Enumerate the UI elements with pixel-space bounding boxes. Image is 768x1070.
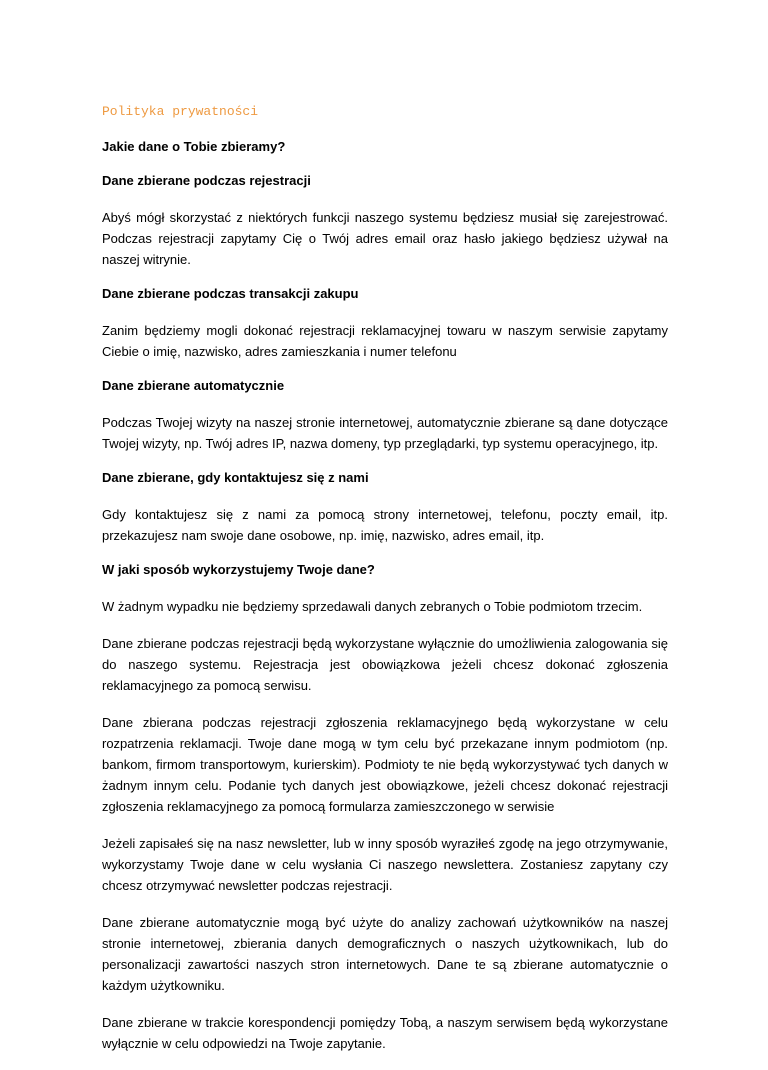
document-page (102, 104, 668, 1070)
section-heading: Dane zbierane automatycznie (102, 378, 285, 393)
paragraph: Zanim będziemy mogli dokonać rejestracji reklamacyjnej towaru w naszym serwisie zapytamy Ciebie o imię, nazwisko, adres zamieszkania i numer telefonu (102, 323, 668, 359)
paragraph: Jeżeli zapisałeś się na nasz newsletter, lub w inny sposób wyraziłeś zgodę na jego otrzymywanie, wykorzystamy Twoje dane w celu wysłania Ci naszego newslettera. Zostaniesz zapytany czy chcesz otrzymywać newsletter podczas rejestracji. (102, 836, 668, 893)
paragraph: Gdy kontaktujesz się z nami za pomocą strony internetowej, telefonu, poczty email, itp. przekazujesz nam swoje dane osobowe, np. imię, nazwisko, adres email, itp. (102, 507, 668, 543)
paragraph: Abyś mógł skorzystać z niektórych funkcji naszego systemu będziesz musiał się zarejestrować. Podczas rejestracji zapytamy Cię o Twój adres email oraz hasło jakiego będziesz używał na naszej witrynie. (102, 210, 668, 267)
section-heading: Dane zbierane podczas rejestracji (102, 173, 311, 188)
paragraph: Dane zbierane w trakcie korespondencji pomiędzy Tobą, a naszym serwisem będą wykorzystane wyłącznie w celu odpowiedzi na Twoje zapytanie. (102, 1015, 668, 1051)
paragraph: W żadnym wypadku nie będziemy sprzedawali danych zebranych o Tobie podmiotom trzecim. (102, 599, 643, 614)
paragraph: Dane zbierana podczas rejestracji zgłoszenia reklamacyjnego będą wykorzystane w celu rozpatrzenia reklamacji. Twoje dane mogą w tym celu być przekazane innym podmiotom (np. bankom, firmom transportowym, kurierskim). Podmioty te nie będą wykorzystywać tych danych w żadnym innym celu. Podanie tych danych jest obowiązkowe, jeżeli chcesz dokonać rejestracji zgłoszenia reklamacyjnego za pomocą formularza zamieszczonego w serwisie (102, 715, 668, 814)
paragraph: Dane zbierane podczas rejestracji będą wykorzystane wyłącznie do umożliwienia zalogowania się do naszego systemu. Rejestracja jest obowiązkowa jeżeli chcesz dokonać zgłoszenia reklamacyjnego za pomocą serwisu. (102, 636, 668, 693)
section-heading: Dane zbierane, gdy kontaktujesz się z nami (102, 470, 369, 485)
paragraph: Dane zbierane automatycznie mogą być użyte do analizy zachowań użytkowników na naszej stronie internetowej, zbierania danych demograficznych o naszych użytkownikach, lub do personalizacji zawartości naszych stron internetowych. Dane te są zbierane automatycznie o każdym użytkowniku. (102, 915, 668, 993)
section-heading: Dane zbierane podczas transakcji zakupu (102, 286, 359, 301)
paragraph: Podczas Twojej wizyty na naszej stronie internetowej, automatycznie zbierane są dane dotyczące Twojej wizyty, np. Twój adres IP, nazwa domeny, typ przeglądarki, typ systemu operacyjnego, itp. (102, 415, 668, 451)
page-title: Polityka prywatności (102, 104, 259, 119)
section-heading: W jaki sposób wykorzystujemy Twoje dane? (102, 562, 375, 577)
section-heading: Jakie dane o Tobie zbieramy? (102, 139, 286, 154)
